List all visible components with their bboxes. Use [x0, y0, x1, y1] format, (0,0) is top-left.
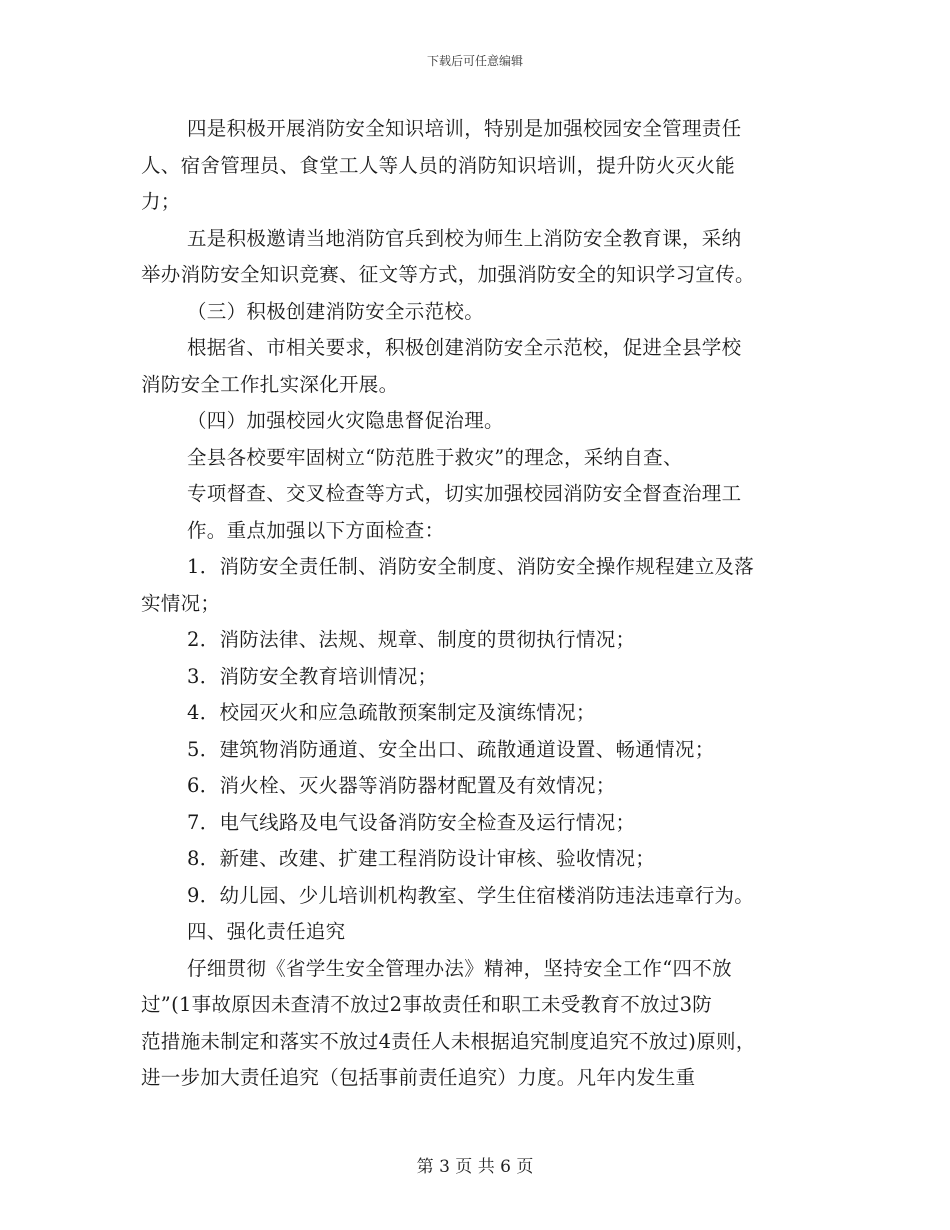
text-line: 根据省、市相关要求，积极创建消防安全示范校，促进全县学校	[187, 336, 742, 359]
text-line: 2．消防法律、法规、规章、制度的贯彻执行情况；	[187, 628, 636, 651]
text-line: 四是积极开展消防安全知识培训，特别是加强校园安全管理责任	[187, 117, 742, 140]
text-line: 专项督查、交叉检查等方式，切实加强校园消防安全督查治理工	[187, 482, 742, 505]
text-line: 范措施未制定和落实不放过4责任人未根据追究制度追究不放过)原则，	[141, 1029, 756, 1053]
text-line: 消防安全工作扎实深化开展。	[141, 372, 399, 396]
text-line: 3．消防安全教育培训情况；	[187, 664, 438, 688]
page-header: 下载后可任意编辑	[426, 54, 523, 68]
text-line: 8．新建、改建、扩建工程消防设计审核、验收情况；	[187, 847, 656, 870]
text-line: 举办消防安全知识竞赛、征文等方式，加强消防安全的知识学习宣传。	[141, 263, 755, 286]
text-line: 1．消防安全责任制、消防安全制度、消防安全操作规程建立及落	[187, 555, 755, 578]
text-line: 6．消火栓、灭火器等消防器材配置及有效情况；	[187, 774, 616, 797]
text-line: 9．幼儿园、少儿培训机构教室、学生住宿楼消防违法违章行为。	[187, 883, 755, 907]
page-footer: 第 3 页 共 6 页	[416, 1157, 534, 1177]
text-line: 四、强化责任追究	[187, 920, 346, 943]
text-line: 人、宿舍管理员、食堂工人等人员的消防知识培训，提升防火灭火能	[141, 153, 736, 177]
text-line: 力；	[141, 190, 181, 213]
text-line: （四）加强校园火灾隐患督促治理。	[187, 409, 504, 432]
text-line: 4．校园灭火和应急疏散预案制定及演练情况；	[187, 701, 596, 724]
text-line: 进一步加大责任追究（包括事前责任追究）力度。凡年内发生重	[141, 1066, 696, 1089]
text-line: 实情况；	[141, 591, 221, 615]
text-line: 5．建筑物消防通道、安全出口、疏散通道设置、畅通情况；	[187, 737, 715, 761]
text-line: 仔细贯彻《省学生安全管理办法》精神，坚持安全工作“四不放	[187, 956, 732, 980]
text-line: 五是积极邀请当地消防官兵到校为师生上消防安全教育课，采纳	[187, 226, 742, 250]
text-line: 7．电气线路及电气设备消防安全检查及运行情况；	[187, 810, 636, 834]
text-line: 过”(1事故原因未查清不放过2事故责任和职工未受教育不放过3防	[141, 993, 713, 1016]
text-line: 作。重点加强以下方面检查：	[187, 518, 445, 542]
document-body	[141, 111, 821, 1097]
text-line: （三）积极创建消防安全示范校。	[187, 299, 485, 323]
text-line: 全县各校要牢固树立“防范胜于救灾”的理念，采纳自查、	[187, 445, 683, 469]
